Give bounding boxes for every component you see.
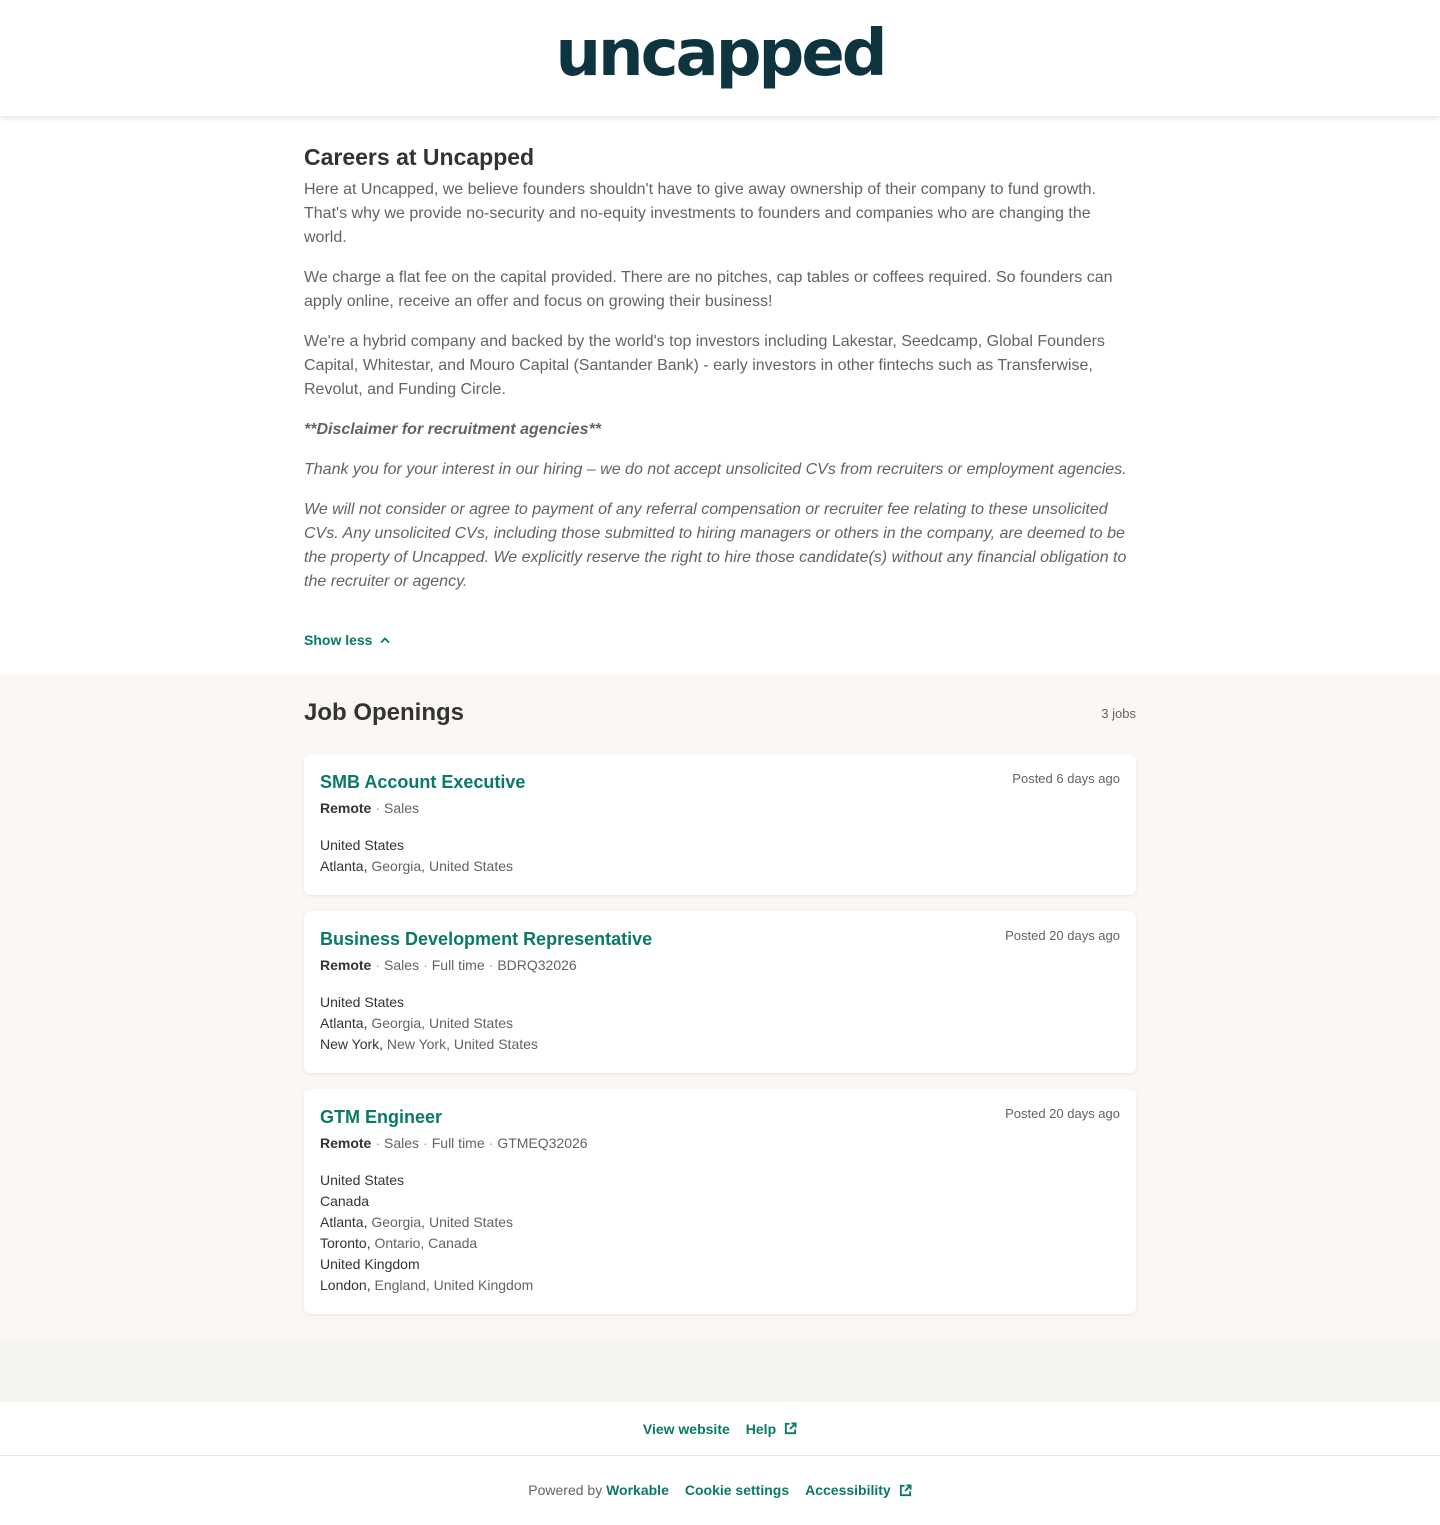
location-city: London, bbox=[320, 1277, 371, 1293]
location-region: Georgia, United States bbox=[367, 1214, 514, 1230]
meta-separator: · bbox=[423, 1135, 428, 1151]
about-paragraph: We charge a flat fee on the capital provided. There are no pitches, cap tables or coffees required. So founders can apply online, receive an offer and focus on growing their business! bbox=[304, 269, 1113, 310]
meta-separator: · bbox=[488, 1135, 494, 1151]
cookie-settings-label: Cookie settings bbox=[684, 1482, 790, 1498]
footer-links bbox=[0, 1402, 1440, 1456]
job-tag: GTMEQ32026 bbox=[497, 1135, 588, 1151]
job-tag: Sales bbox=[384, 1135, 420, 1151]
careers-title: Careers at Uncapped bbox=[304, 144, 535, 170]
job-meta bbox=[320, 955, 1120, 975]
job-list bbox=[304, 754, 1136, 1314]
job-tag: Sales bbox=[384, 957, 420, 973]
job-workplace: Remote bbox=[320, 1135, 372, 1151]
job-location bbox=[320, 1034, 1120, 1055]
job-location bbox=[320, 1275, 1120, 1296]
job-posted-date: Posted 20 days ago bbox=[1005, 928, 1120, 943]
location-region: Georgia, United States bbox=[367, 1015, 514, 1031]
location-city: Atlanta, bbox=[320, 1214, 368, 1230]
location-region: New York, United States bbox=[383, 1036, 538, 1052]
job-locations bbox=[320, 992, 1120, 1055]
uncapped-logo[interactable]: uncapped bbox=[555, 17, 885, 91]
job-card[interactable] bbox=[304, 754, 1136, 895]
job-location bbox=[320, 1212, 1120, 1233]
job-location bbox=[320, 1013, 1120, 1034]
accessibility-label: Accessibility bbox=[805, 1482, 891, 1498]
help-label: Help bbox=[745, 1420, 777, 1437]
location-city: United States bbox=[320, 994, 405, 1010]
job-location bbox=[320, 992, 1120, 1013]
job-tag: Full time bbox=[431, 957, 485, 973]
job-openings-section bbox=[0, 674, 1440, 1340]
job-location bbox=[320, 835, 1120, 856]
job-tag: BDRQ32026 bbox=[497, 957, 577, 973]
meta-separator: · bbox=[423, 957, 428, 973]
show-less-label: Show less bbox=[304, 632, 373, 648]
meta-separator: · bbox=[375, 800, 381, 816]
job-meta bbox=[320, 1133, 1120, 1153]
location-city: Atlanta, bbox=[320, 1015, 368, 1031]
view-website-link[interactable] bbox=[643, 1421, 730, 1437]
powered-by-label: Powered by bbox=[528, 1482, 607, 1498]
external-link-icon bbox=[899, 1484, 912, 1497]
job-locations bbox=[320, 835, 1120, 877]
job-title[interactable]: GTM Engineer bbox=[320, 1107, 443, 1127]
footer-bottom bbox=[0, 1456, 1440, 1524]
location-region: Georgia, United States bbox=[367, 858, 514, 874]
job-posted-date: Posted 20 days ago bbox=[1005, 1106, 1120, 1121]
job-title[interactable]: Business Development Representative bbox=[320, 929, 653, 949]
chevron-up-icon bbox=[380, 635, 390, 645]
powered-by bbox=[528, 1482, 669, 1498]
location-city: Atlanta, bbox=[320, 858, 368, 874]
location-city: Toronto, bbox=[320, 1235, 371, 1251]
job-location bbox=[320, 1191, 1120, 1212]
disclaimer-paragraph: Thank you for your interest in our hiring – we do not accept unsolicited CVs from recruiters or employment agencies. bbox=[304, 461, 1127, 478]
location-region: Ontario, Canada bbox=[370, 1235, 478, 1251]
view-website-label: View website bbox=[642, 1420, 730, 1437]
job-workplace: Remote bbox=[320, 800, 372, 816]
footer bbox=[0, 1402, 1440, 1525]
job-title[interactable]: SMB Account Executive bbox=[320, 772, 526, 792]
meta-separator: · bbox=[375, 957, 381, 973]
about-paragraph: We're a hybrid company and backed by the world's top investors including Lakestar, Seedcamp, Global Founders Capital, Whitestar, and Mouro Capital (Santander Bank) - early investors in other fintechs such as Transferwise, Revolut, and Funding Circle. bbox=[304, 333, 1105, 398]
job-location bbox=[320, 1254, 1120, 1275]
site-header bbox=[0, 0, 1440, 116]
workable-link[interactable]: Workable bbox=[606, 1482, 669, 1498]
location-city: United States bbox=[320, 837, 405, 853]
job-posted-date: Posted 6 days ago bbox=[1012, 771, 1120, 786]
cookie-settings-link[interactable] bbox=[685, 1482, 789, 1498]
location-city: New York, bbox=[320, 1036, 384, 1052]
show-less-button[interactable] bbox=[304, 632, 390, 648]
job-location bbox=[320, 1170, 1120, 1191]
job-meta bbox=[320, 798, 1120, 818]
disclaimer-heading: **Disclaimer for recruitment agencies** bbox=[304, 421, 602, 438]
help-link[interactable] bbox=[746, 1421, 797, 1437]
job-card[interactable] bbox=[304, 1089, 1136, 1314]
openings-header bbox=[304, 698, 1136, 728]
job-tag: Sales bbox=[384, 800, 420, 816]
job-workplace: Remote bbox=[320, 957, 372, 973]
job-location bbox=[320, 856, 1120, 877]
accessibility-link[interactable] bbox=[805, 1482, 912, 1498]
external-link-icon bbox=[784, 1422, 797, 1435]
job-tag: Full time bbox=[431, 1135, 485, 1151]
meta-separator: · bbox=[375, 1135, 381, 1151]
location-region: England, United Kingdom bbox=[370, 1277, 534, 1293]
footer-spacer bbox=[0, 1340, 1440, 1402]
openings-title: Job Openings bbox=[304, 699, 465, 726]
job-card[interactable] bbox=[304, 911, 1136, 1073]
jobs-count: 3 jobs bbox=[1101, 705, 1136, 721]
disclaimer-paragraph: We will not consider or agree to payment of any referral compensation or recruiter fee relating to these unsolicited CVs. Any unsolicited CVs, including those submitted to hiring managers or others in the company, are deemed to be the property of Uncapped. We explicitly reserve the right to hire those candidate(s) without any financial obligation to the recruiter or agency. bbox=[304, 501, 1127, 590]
location-city: United Kingdom bbox=[320, 1256, 420, 1272]
about-paragraph: Here at Uncapped, we believe founders shouldn't have to give away ownership of their company to fund growth. That's why we provide no-security and no-equity investments to founders and companies who are changing the world. bbox=[304, 181, 1096, 246]
location-city: Canada bbox=[320, 1193, 370, 1209]
about-section bbox=[0, 116, 1440, 674]
job-locations bbox=[320, 1170, 1120, 1296]
meta-separator: · bbox=[488, 957, 494, 973]
job-location bbox=[320, 1233, 1120, 1254]
location-city: United States bbox=[320, 1172, 405, 1188]
